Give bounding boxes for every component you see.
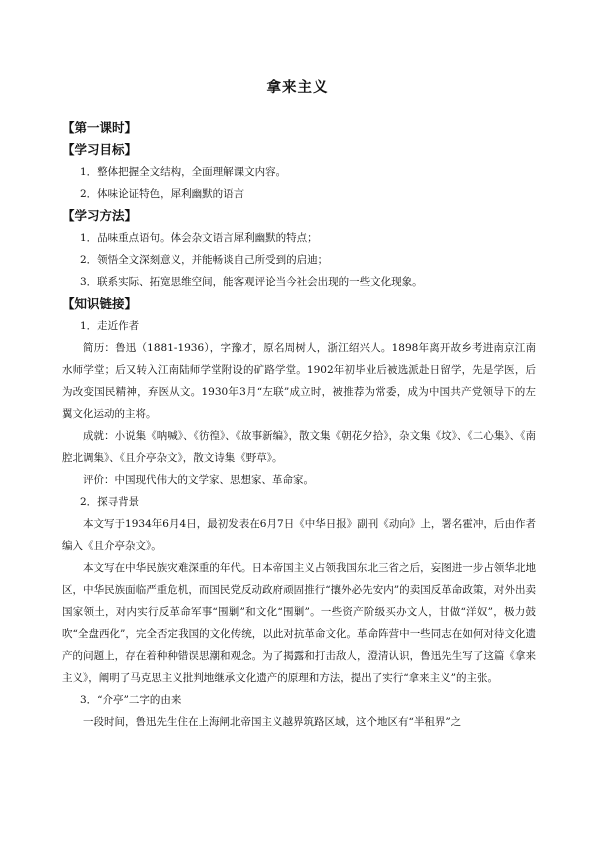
subheading-author: 1．走近作者 bbox=[80, 320, 140, 332]
paragraph-background-1: 本文写于1934年6月4日，最初发表在6月7日《中华日报》副刊《动向》上，署名霍冲，后由作者编入《且介亭杂文》。 bbox=[62, 518, 536, 552]
paragraph-evaluation: 评价：中国现代伟大的文学家、思想家、革命家。 bbox=[83, 474, 314, 486]
heading-objectives: 【学习目标】 bbox=[62, 142, 138, 157]
paragraph-biography: 简历：鲁迅（1881-1936），字豫才，原名周树人，浙江绍兴人。1898年离开故乡考进南京江南水师学堂；后又转入江南陆师学堂附设的矿路学堂。1902年初毕业后被选派赴日留学，先是学医，后为改变国民精神，弃医从文。1930年3月“左联”成立时，被推荐为常委，成为中国共产党领导下的左翼文化运动的主将。 bbox=[62, 342, 536, 420]
objective-item-2: 2．体味论证特色，犀利幽默的语言 bbox=[80, 188, 245, 200]
page-title: 拿来主义 bbox=[266, 80, 329, 96]
heading-knowledge: 【知识链接】 bbox=[62, 296, 138, 311]
subheading-jieting: 3．“介亭”二字的由来 bbox=[80, 694, 182, 706]
document-body bbox=[62, 117, 536, 733]
method-item-2: 2．领悟全文深刻意义，并能畅谈自己所受到的启迪； bbox=[80, 254, 329, 266]
heading-lesson-1: 【第一课时】 bbox=[62, 120, 138, 135]
paragraph-background-2: 本文写在中华民族灾难深重的年代。日本帝国主义占领我国东北三省之后，妄图进一步占领华北地区，中华民族面临严重危机，而国民党反动政府顽固推行“攘外必先安内”的卖国反革命政策，对外出卖国家领土，对内实行反革命军事“围剿”和文化“围剿”。一些资产阶级买办文人，甘做“洋奴”，极力鼓吹“全盘西化”，完全否定我国的文化传统，以此对抗革命文化。革命阵营中一些同志在如何对待文化遗产的问题上，存在着种种错误思潮和观念。为了揭露和打击敌人，澄清认识，鲁迅先生写了这篇《拿来主义》，阐明了马克思主义批判地继承文化遗产的原理和方法，提出了实行“拿来主义”的主张。 bbox=[62, 562, 536, 684]
paragraph-achievements: 成就：小说集《呐喊》、《彷徨》、《故事新编》，散文集《朝花夕拾》，杂文集《坟》、《二心集》、《南腔北调集》、《且介亭杂文》，散文诗集《野草》。 bbox=[62, 430, 536, 464]
method-item-3: 3．联系实际、拓宽思维空间，能客观评论当今社会出现的一些文化现象。 bbox=[80, 276, 423, 288]
subheading-background: 2．探寻背景 bbox=[80, 496, 140, 508]
heading-methods: 【学习方法】 bbox=[62, 208, 138, 223]
method-item-1: 1．品味重点语句。体会杂文语言犀利幽默的特点； bbox=[80, 232, 318, 244]
paragraph-jieting: 一段时间，鲁迅先生住在上海闸北帝国主义越界筑路区域，这个地区有“半租界”之 bbox=[83, 716, 462, 728]
objective-item-1: 1．整体把握全文结构，全面理解课文内容。 bbox=[80, 166, 287, 178]
